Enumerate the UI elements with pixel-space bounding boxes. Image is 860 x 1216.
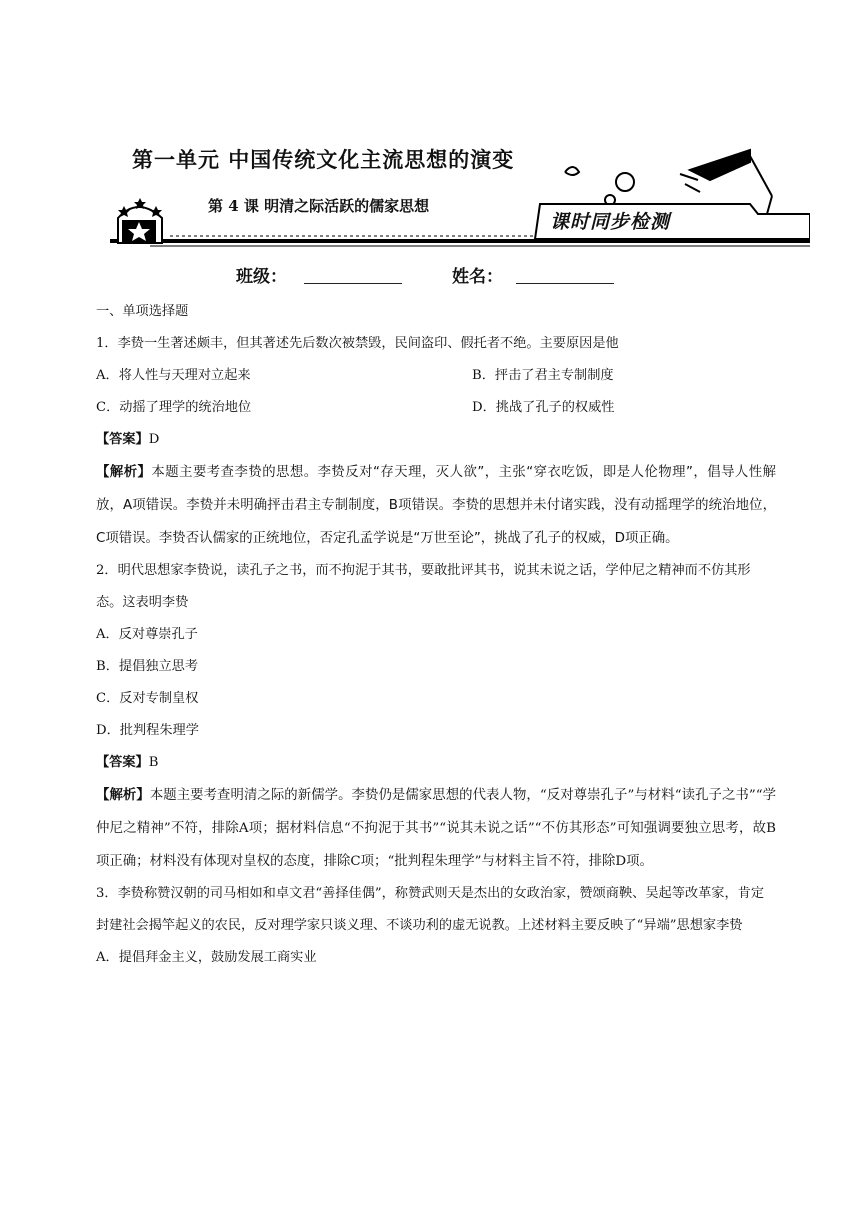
sync-test-label: 课时同步检测	[550, 211, 671, 233]
section-title: 一、单项选择题	[96, 304, 189, 319]
option-d: D．批判程朱理学	[96, 723, 199, 738]
name-label: 姓名：	[452, 267, 503, 287]
answer-tag: 【答案】	[96, 755, 149, 770]
question-stem: 3．李贽称赞汉朝的司马相如和卓文君“善择佳偶”，称赞武则天是杰出的女政治家，赞颂商鞅、吴起等改革家，肯定封建社会揭竿起义的农民，反对理学家只谈义理、不谈功利的虚无说教。上述材料主要反映了“异端”思想家李贽	[96, 886, 765, 933]
unit-title: 第一单元 中国传统文化主流思想的演变	[132, 147, 515, 172]
option-a: A．将人性与天理对立起来	[96, 368, 251, 383]
explanation-tag: 【解析】	[96, 787, 150, 803]
option-c: C．动摇了理学的统治地位	[96, 400, 252, 415]
option-b: B．提倡独立思考	[96, 659, 199, 674]
star-badge-icon	[118, 198, 162, 243]
explanation-text: 本题主要考查李贽的思想。李贽反对“存天理，灭人欲”，主张“穿衣吃饭，即是人伦物理”，倡导人性解放，A项错误。李贽并未明确抨击君主专制制度，B项错误。李贽的思想并未付诸实践，没有动摇理学的统治地位，C项错误。李贽否认儒家的正统地位，否定孔孟学说是“万世至论”，挑战了孔子的权威，D项正确。	[96, 465, 777, 546]
lesson-banner	[110, 140, 810, 252]
class-label: 班级：	[236, 267, 287, 287]
name-blank[interactable]	[516, 283, 614, 284]
question-list	[96, 296, 776, 974]
explanation-text: 本题主要考查明清之际的新儒学。李贽仍是儒家思想的代表人物，“反对尊崇孔子”与材料“读孔子之书”“学仲尼之精神”不符，排除A项；据材料信息“不拘泥于其书”“说其未说之话”“不仿其形态”可知强调要独立思考，故B项正确；材料没有体现对皇权的态度，排除C项；“批判程朱理学”与材料主旨不符，排除D项。	[96, 788, 777, 869]
option-a: A．提倡拜金主义，鼓励发展工商实业	[96, 950, 317, 965]
lesson-title: 第 4 课 明清之际活跃的儒家思想	[208, 197, 430, 215]
question-stem: 2．明代思想家李贽说，读孔子之书，而不拘泥于其书，要敢批评其书，说其未说之话，学仲尼之精神而不仿其形态。这表明李贽	[96, 563, 751, 610]
options-row	[96, 360, 776, 392]
option-d: D．挑战了孔子的权威性	[472, 400, 615, 415]
explanation	[96, 779, 776, 878]
answer-line	[96, 424, 776, 456]
explanation-tag: 【解析】	[96, 465, 152, 480]
question-stem: 1．李贽一生著述颇丰，但其著述先后数次被禁毁，民间盗印、假托者不绝。主要原因是他	[96, 336, 619, 351]
explanation	[96, 456, 776, 555]
answer-value: D	[148, 432, 160, 447]
option-b: B．抨击了君主专制制度	[472, 368, 614, 383]
answer-line	[96, 747, 776, 779]
answer-value: B	[148, 755, 159, 770]
student-info-line	[0, 262, 860, 292]
option-a: A．反对尊崇孔子	[96, 627, 198, 642]
class-blank[interactable]	[304, 283, 402, 284]
option-c: C．反对专制皇权	[96, 691, 199, 706]
options-row	[96, 392, 776, 424]
answer-tag: 【答案】	[96, 432, 149, 447]
